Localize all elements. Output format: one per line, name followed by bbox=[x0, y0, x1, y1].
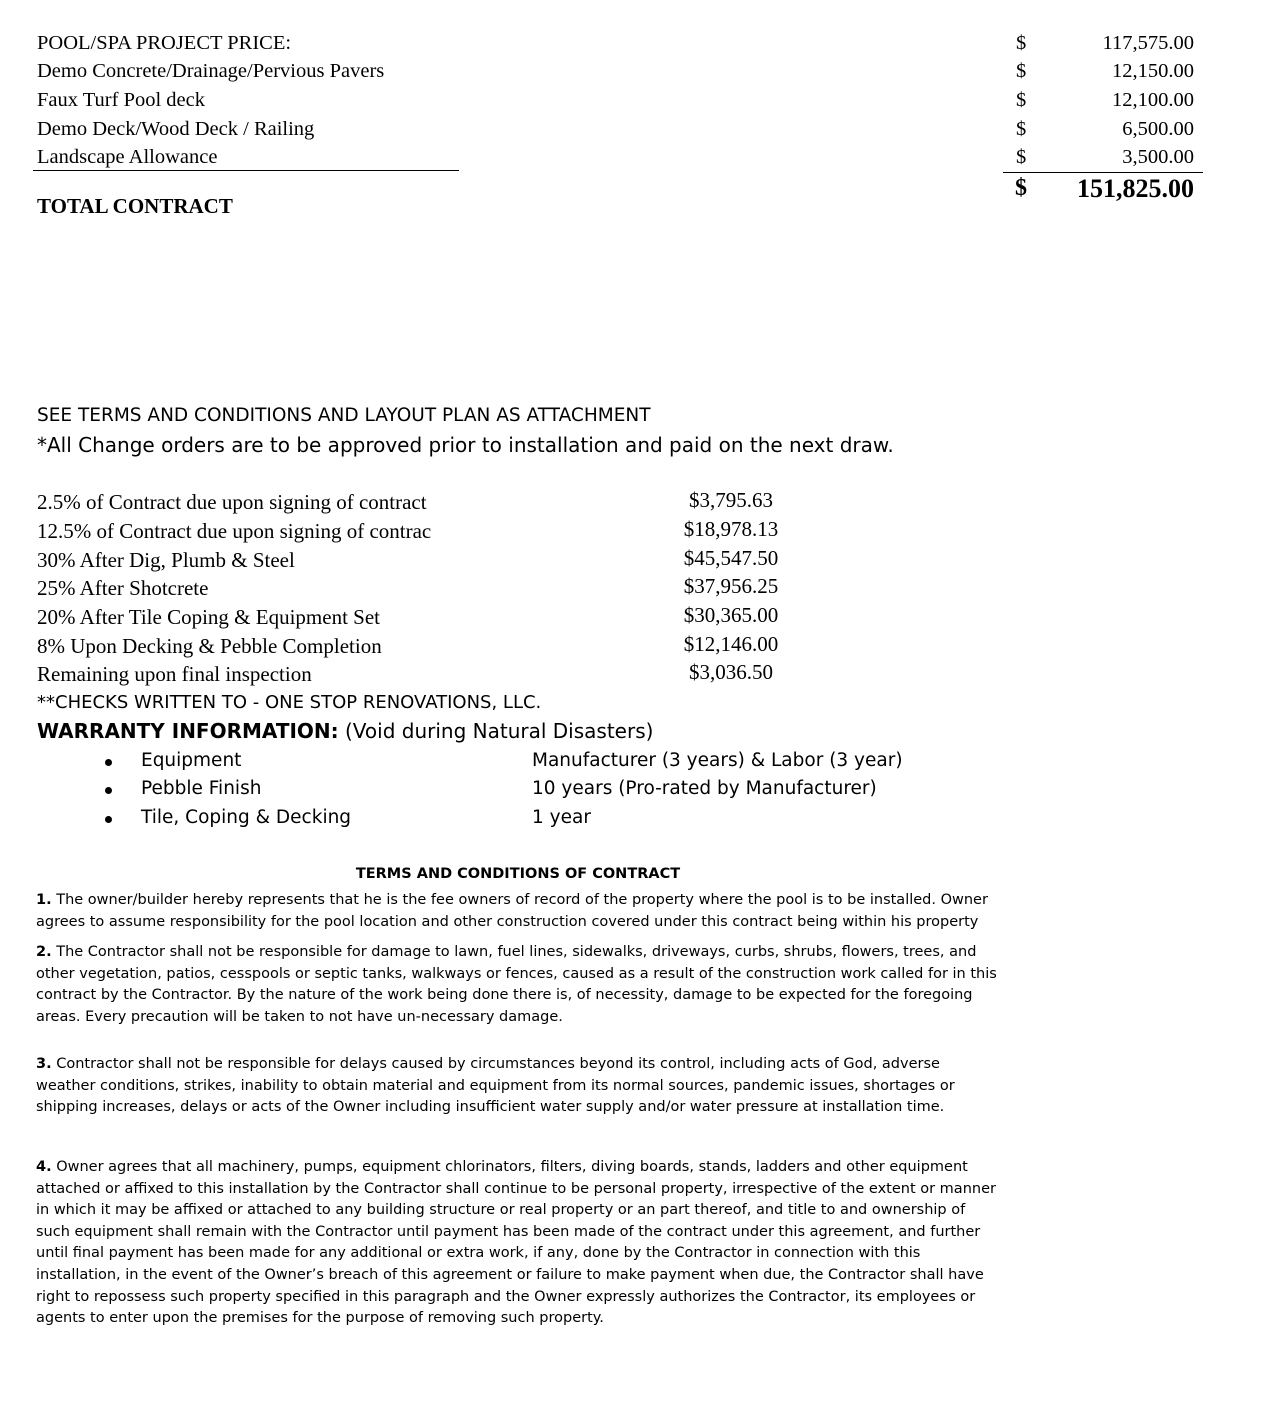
payment-amount: $30,365.00 bbox=[683, 603, 779, 627]
change-orders-note: *All Change orders are to be approved prior to installation and paid on the next draw. bbox=[37, 433, 894, 457]
payment-label: Remaining upon final inspection bbox=[37, 662, 312, 686]
total-contract-amount: 151,825.00 bbox=[1077, 174, 1194, 203]
price-item-currency: $ bbox=[1016, 118, 1027, 140]
price-item-amount: 12,100.00 bbox=[1112, 89, 1194, 111]
total-contract-currency: $ bbox=[1015, 175, 1027, 201]
price-item-currency: $ bbox=[1016, 60, 1027, 82]
warranty-term: 10 years (Pro-rated by Manufacturer) bbox=[532, 778, 877, 799]
bullet-icon bbox=[105, 816, 112, 823]
term-number: 1. bbox=[36, 892, 52, 908]
warranty-item: Pebble Finish bbox=[141, 778, 262, 799]
price-item-label: POOL/SPA PROJECT PRICE: bbox=[37, 32, 292, 54]
price-summary bbox=[0, 0, 1286, 230]
term-paragraph bbox=[36, 942, 998, 1028]
payment-label: 2.5% of Contract due upon signing of contract bbox=[37, 490, 427, 514]
term-paragraph bbox=[36, 1157, 998, 1330]
warranty-item: Equipment bbox=[141, 750, 242, 771]
price-item-label: Faux Turf Pool deck bbox=[37, 89, 206, 111]
warranty-term: Manufacturer (3 years) & Labor (3 year) bbox=[532, 750, 903, 771]
payment-amount: $18,978.13 bbox=[683, 517, 779, 541]
payment-label: 12.5% of Contract due upon signing of contrac bbox=[37, 519, 432, 543]
price-item-label: Demo Deck/Wood Deck / Railing bbox=[37, 118, 315, 140]
price-item-amount: 12,150.00 bbox=[1112, 60, 1194, 82]
warranty-title: WARRANTY INFORMATION: bbox=[37, 719, 339, 743]
price-item-amount: 6,500.00 bbox=[1122, 118, 1194, 140]
term-paragraph bbox=[36, 1054, 998, 1119]
price-item-currency: $ bbox=[1016, 146, 1027, 168]
warranty-item: Tile, Coping & Decking bbox=[141, 807, 352, 828]
warranty-heading bbox=[37, 719, 653, 743]
term-number: 2. bbox=[36, 944, 52, 960]
price-item-label: Landscape Allowance bbox=[37, 146, 218, 168]
payment-label: 20% After Tile Coping & Equipment Set bbox=[37, 605, 381, 629]
term-number: 3. bbox=[36, 1056, 52, 1072]
payment-amount: $12,146.00 bbox=[683, 632, 779, 656]
term-text: Contractor shall not be responsible for delays caused by circumstances beyond its control, including acts of God, adverse weather conditions, strikes, inability to obtain material and equipment from its normal sources, pandemic issues, shortages or shipping increases, delays or acts of the Owner including insufficient water supply and/or water pressure at installation time. bbox=[36, 1056, 955, 1116]
term-number: 4. bbox=[36, 1159, 52, 1175]
payment-label: 8% Upon Decking & Pebble Completion bbox=[37, 634, 382, 658]
price-item-label: Demo Concrete/Drainage/Pervious Pavers bbox=[37, 60, 385, 82]
amount-underline bbox=[1003, 172, 1203, 173]
total-contract-label: TOTAL CONTRACT bbox=[37, 194, 233, 218]
checks-payable-note: **CHECKS WRITTEN TO - ONE STOP RENOVATIONS, LLC. bbox=[37, 692, 542, 713]
label-underline bbox=[33, 170, 459, 171]
payment-amount: $45,547.50 bbox=[683, 546, 779, 570]
term-text: Owner agrees that all machinery, pumps, equipment chlorinators, filters, diving boards, stands, ladders and other equipment attached or affixed to this installation by the Contractor shall continue to be personal property, irrespective of the extent or manner in which it may be affixed or attached to any building structure or real property or an part thereof, and title to and ownership of such equipment shall remain with the Contractor until payment has been made of the contract under this agreement, and further until final payment has been made for any additional or extra work, if any, done by the Contractor in connection with this installation, in the event of the Owner’s breach of this agreement or failure to make payment when due, the Contractor shall have right to repossess such property specified in this paragraph and the Owner expressly authorizes the Contractor, its employees or agents to enter upon the premises for the purpose of removing such property. bbox=[36, 1159, 996, 1327]
terms-heading: TERMS AND CONDITIONS OF CONTRACT bbox=[355, 866, 681, 882]
price-item-amount: 117,575.00 bbox=[1102, 32, 1194, 54]
payment-label: 25% After Shotcrete bbox=[37, 576, 209, 600]
payment-amount: $3,036.50 bbox=[689, 660, 773, 684]
price-item-amount: 3,500.00 bbox=[1122, 146, 1194, 168]
term-paragraph bbox=[36, 890, 998, 933]
bullet-icon bbox=[105, 759, 112, 766]
price-item-currency: $ bbox=[1016, 32, 1027, 54]
payment-amount: $37,956.25 bbox=[683, 574, 779, 598]
bullet-icon bbox=[105, 787, 112, 794]
term-text: The owner/builder hereby represents that he is the fee owners of record of the property where the pool is to be installed. Owner agrees to assume responsibility for the pool location and other construction covered under this contract being within his property bbox=[36, 892, 988, 930]
payment-label: 30% After Dig, Plumb & Steel bbox=[37, 548, 295, 572]
warranty-term: 1 year bbox=[532, 807, 591, 828]
see-terms-note: SEE TERMS AND CONDITIONS AND LAYOUT PLAN AS ATTACHMENT bbox=[37, 405, 651, 426]
payment-amount: $3,795.63 bbox=[689, 488, 773, 512]
term-text: The Contractor shall not be responsible for damage to lawn, fuel lines, sidewalks, driveways, curbs, shrubs, flowers, trees, and other vegetation, patios, cesspools or septic tanks, walkways or fences, caused as a result of the construction work called for in this contract by the Contractor. By the nature of the work being done there is, of necessity, damage to be expected for the foregoing areas. Every precaution will be taken to not have un-necessary damage. bbox=[36, 944, 997, 1025]
warranty-subtitle: (Void during Natural Disasters) bbox=[345, 719, 654, 743]
price-item-currency: $ bbox=[1016, 89, 1027, 111]
